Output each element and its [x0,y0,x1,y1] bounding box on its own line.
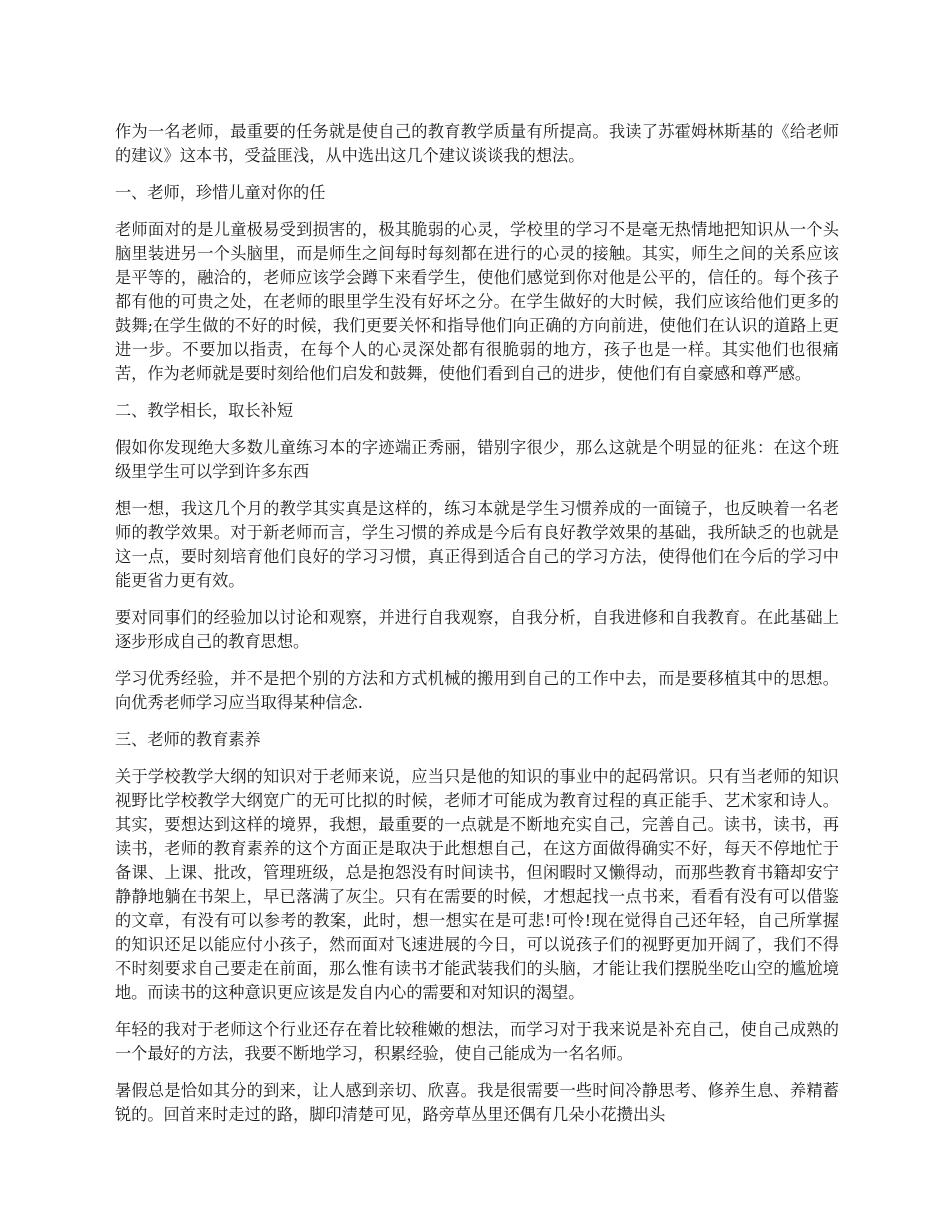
section-1-paragraph: 老师面对的是儿童极易受到损害的，极其脆弱的心灵，学校里的学习不是毫无热情地把知识从一个头脑里装进另一个头脑里，而是师生之间每时每刻都在进行的心灵的接触。其实，师生之间的关系应该是平等的，融洽的，老师应该学会蹲下来看学生，使他们感觉到你对他是公平的，信任的。每个孩子都有他的可贵之处，在老师的眼里学生没有好坏之分。在学生做好的大时候，我们应该给他们更多的鼓舞;在学生做的不好的时候，我们更要关怀和指导他们向正确的方向前进，使他们在认识的道路上更进一步。不要加以指责，在每个人的心灵深处都有很脆弱的地方，孩子也是一样。其实他们也很痛苦，作为老师就是要时刻给他们启发和鼓舞，使他们看到自己的进步，使他们有自豪感和尊严感。 [115,220,839,383]
young-teacher-paragraph: 年轻的我对于老师这个行业还存在着比较稚嫩的想法，而学习对于我来说是补充自己，使自己成熟的一个最好的方法，我要不断地学习，积累经验，使自己能成为一名名师。 [115,1020,839,1063]
section-heading-2: 二、教学相长，取长补短 [115,401,294,420]
summer-paragraph: 暑假总是恰如其分的到来，让人感到亲切、欣喜。我是很需要一些时间冷静思考、修养生息、养精蓄锐的。回首来时走过的路，脚印清楚可见，路旁草丛里还偶有几朵小花攒出头 [115,1081,839,1124]
intro-paragraph: 作为一名老师，最重要的任务就是使自己的教育教学质量有所提高。我读了苏霍姆林斯基的《给老师的建议》这本书，受益匪浅，从中选出这几个建议谈谈我的想法。 [115,122,839,165]
section-2-colleagues-paragraph: 要对同事们的经验加以讨论和观察，并进行自我观察，自我分析，自我进修和自我教育。在此基础上逐步形成自己的教育思想。 [115,608,839,651]
section-heading-3: 三、老师的教育素养 [115,730,261,749]
section-2-reflection-paragraph: 想一想，我这几个月的教学其实真是这样的，练习本就是学生习惯养成的一面镜子，也反映着一名老师的教学效果。对于新老师而言，学生习惯的养成是今后有良好教学效果的基础，我所缺乏的也就是这一点，要时刻培育他们良好的学习习惯，真正得到适合自己的学习方法，使得他们在今后的学习中能更省力更有效。 [115,499,839,590]
section-2-experience-paragraph: 学习优秀经验，并不是把个别的方法和方式机械的搬用到自己的工作中去，而是要移植其中的思想。向优秀老师学习应当取得某种信念. [115,669,839,712]
document-body [115,120,839,1140]
section-3-paragraph: 关于学校教学大纲的知识对于老师来说，应当只是他的知识的事业中的起码常识。只有当老师的知识视野比学校教学大纲宽广的无可比拟的时候，老师才可能成为教育过程的真正能手、艺术家和诗人。其实，要想达到这样的境界，我想，最重要的一点就是不断地充实自己，完善自己。读书，读书，再读书，老师的教育素养的这个方面正是取决于此想想自己，在这方面做得确实不好，每天不停地忙于备课、上课、批改，管理班级，总是抱怨没有时间读书，但闲暇时又懒得动，而那些教育书籍却安宁静静地躺在书架上，早已落满了灰尘。只有在需要的时候，才想起找一点书来，看看有没有可以借鉴的文章，有没有可以参考的教案，此时，想一想实在是可悲!可怜!现在觉得自己还年轻，自己所掌握的知识还足以能应付小孩子，然而面对飞速进展的今日，可以说孩子们的视野更加开阔了，我们不得不时刻要求自己要走在前面，那么惟有读书才能武装我们的头脑，才能让我们摆脱坐吃山空的尴尬境地。而读书的这种意识更应该是发自内心的需要和对知识的渴望。 [115,767,839,1002]
section-heading-1: 一、老师，珍惜儿童对你的任 [115,183,326,202]
section-2-quote-paragraph: 假如你发现绝大多数儿童练习本的字迹端正秀丽，错别字很少，那么这就是个明显的征兆：在这个班级里学生可以学到许多东西 [115,438,839,481]
